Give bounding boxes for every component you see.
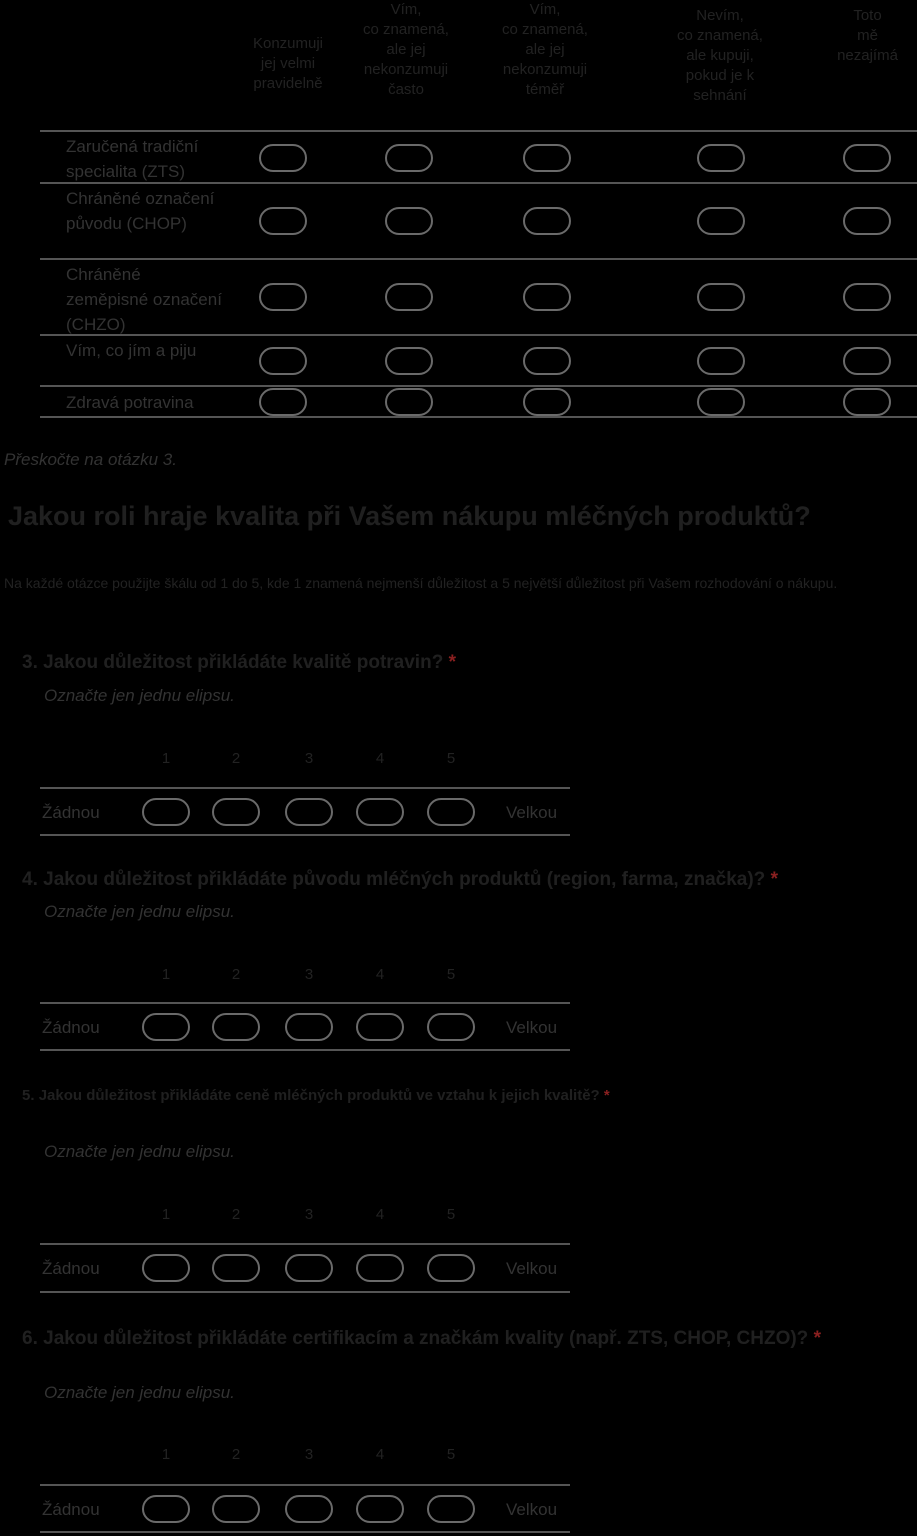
- radio-ellipse[interactable]: [285, 1495, 333, 1523]
- question-title: 3. Jakou důležitost přikládáte kvalitě potravin? *: [22, 652, 456, 673]
- scale-number: 3: [304, 1206, 314, 1223]
- question-hint: Označte jen jednu elipsu.: [44, 1383, 235, 1402]
- required-asterisk: *: [770, 869, 778, 890]
- row-label: Zdravá potravina: [66, 393, 194, 412]
- scale-number: 2: [231, 1206, 241, 1223]
- required-asterisk: *: [603, 1087, 610, 1104]
- divider: [40, 1049, 570, 1051]
- radio-ellipse[interactable]: [697, 347, 745, 375]
- radio-ellipse[interactable]: [385, 283, 433, 311]
- radio-ellipse[interactable]: [142, 1495, 190, 1523]
- radio-ellipse[interactable]: [523, 144, 571, 172]
- radio-ellipse[interactable]: [427, 1013, 475, 1041]
- question-hint: Označte jen jednu elipsu.: [44, 1142, 235, 1161]
- scale-high-label: Velkou: [506, 803, 558, 822]
- scale-number: 4: [375, 1206, 385, 1223]
- divider: [40, 334, 917, 336]
- required-asterisk: *: [813, 1328, 821, 1349]
- scale-number: 3: [304, 1446, 314, 1463]
- skip-note: Přeskočte na otázku 3.: [4, 450, 177, 469]
- radio-ellipse[interactable]: [385, 347, 433, 375]
- scale-low-label: Žádnou: [42, 1500, 100, 1519]
- radio-ellipse[interactable]: [385, 207, 433, 235]
- radio-ellipse[interactable]: [259, 347, 307, 375]
- radio-ellipse[interactable]: [843, 283, 891, 311]
- scale-number: 3: [304, 750, 314, 767]
- scale-number: 2: [231, 750, 241, 767]
- radio-ellipse[interactable]: [523, 388, 571, 416]
- scale-high-label: Velkou: [506, 1018, 558, 1037]
- scale-number: 5: [446, 966, 456, 983]
- section-title: Jakou roli hraje kvalita při Vašem nákupu mléčných produktů?: [8, 501, 811, 531]
- radio-ellipse[interactable]: [697, 283, 745, 311]
- radio-ellipse[interactable]: [427, 1254, 475, 1282]
- divider: [40, 1531, 570, 1533]
- scale-number: 5: [446, 1446, 456, 1463]
- scale-number: 4: [375, 966, 385, 983]
- divider: [40, 787, 570, 789]
- question-title: 6. Jakou důležitost přikládáte certifikacím a značkám kvality (např. ZTS, CHOP, CHZO)? *: [22, 1328, 821, 1349]
- scale-number: 1: [161, 966, 171, 983]
- radio-ellipse[interactable]: [285, 1013, 333, 1041]
- scale-low-label: Žádnou: [42, 1259, 100, 1278]
- scale-high-label: Velkou: [506, 1500, 558, 1519]
- radio-ellipse[interactable]: [356, 1254, 404, 1282]
- radio-ellipse[interactable]: [427, 1495, 475, 1523]
- question-hint: Označte jen jednu elipsu.: [44, 686, 235, 705]
- column-header: Konzumuji jej velmi pravidelně: [252, 35, 324, 92]
- radio-ellipse[interactable]: [385, 144, 433, 172]
- required-asterisk: *: [448, 652, 456, 673]
- scale-number: 5: [446, 750, 456, 767]
- scale-high-label: Velkou: [506, 1259, 558, 1278]
- scale-number: 5: [446, 1206, 456, 1223]
- radio-ellipse[interactable]: [843, 347, 891, 375]
- divider: [40, 130, 917, 132]
- radio-ellipse[interactable]: [843, 388, 891, 416]
- radio-ellipse[interactable]: [212, 798, 260, 826]
- column-header: Nevím, co znamená, ale kupuji, pokud je k sehnání: [677, 7, 763, 104]
- scale-number: 1: [161, 750, 171, 767]
- row-label: Zaručená tradiční specialita (ZTS): [66, 137, 199, 181]
- radio-ellipse[interactable]: [697, 144, 745, 172]
- radio-ellipse[interactable]: [427, 798, 475, 826]
- scale-number: 1: [161, 1446, 171, 1463]
- radio-ellipse[interactable]: [523, 347, 571, 375]
- radio-ellipse[interactable]: [523, 283, 571, 311]
- radio-ellipse[interactable]: [142, 798, 190, 826]
- scale-number: 3: [304, 966, 314, 983]
- scale-low-label: Žádnou: [42, 803, 100, 822]
- radio-ellipse[interactable]: [259, 144, 307, 172]
- radio-ellipse[interactable]: [697, 207, 745, 235]
- radio-ellipse[interactable]: [843, 207, 891, 235]
- divider: [40, 258, 917, 260]
- divider: [40, 834, 570, 836]
- column-header: Vím, co znamená, ale jej nekonzumuji téměř: [502, 1, 588, 98]
- scale-number: 1: [161, 1206, 171, 1223]
- divider: [40, 1291, 570, 1293]
- radio-ellipse[interactable]: [285, 798, 333, 826]
- radio-ellipse[interactable]: [212, 1013, 260, 1041]
- radio-ellipse[interactable]: [385, 388, 433, 416]
- radio-ellipse[interactable]: [259, 283, 307, 311]
- radio-ellipse[interactable]: [285, 1254, 333, 1282]
- radio-ellipse[interactable]: [356, 1495, 404, 1523]
- section-description: Na každé otázce použijte škálu od 1 do 5, kde 1 znamená nejmenší důležitost a 5 největší důležitost při Vašem rozhodování o nákupu.: [4, 575, 838, 591]
- column-header: Vím, co znamená, ale jej nekonzumuji často: [363, 1, 449, 98]
- radio-ellipse[interactable]: [212, 1495, 260, 1523]
- scale-number: 4: [375, 1446, 385, 1463]
- question-hint: Označte jen jednu elipsu.: [44, 902, 235, 921]
- column-header: Toto mě nezajímá: [837, 7, 898, 64]
- radio-ellipse[interactable]: [259, 207, 307, 235]
- row-label: Chráněné zeměpisné označení (CHZO): [66, 265, 222, 334]
- divider: [40, 1484, 570, 1486]
- radio-ellipse[interactable]: [356, 1013, 404, 1041]
- divider: [40, 416, 917, 418]
- radio-ellipse[interactable]: [523, 207, 571, 235]
- radio-ellipse[interactable]: [843, 144, 891, 172]
- radio-ellipse[interactable]: [356, 798, 404, 826]
- divider: [40, 182, 917, 184]
- radio-ellipse[interactable]: [142, 1254, 190, 1282]
- radio-ellipse[interactable]: [212, 1254, 260, 1282]
- radio-ellipse[interactable]: [259, 388, 307, 416]
- row-label: Chráněné označení původu (CHOP): [66, 189, 215, 233]
- scale-low-label: Žádnou: [42, 1018, 100, 1037]
- question-title: 5. Jakou důležitost přikládáte ceně mléčných produktů ve vztahu k jejich kvalitě? *: [22, 1087, 610, 1104]
- divider: [40, 385, 917, 387]
- divider: [40, 1002, 570, 1004]
- divider: [40, 1243, 570, 1245]
- radio-ellipse[interactable]: [142, 1013, 190, 1041]
- scale-number: 2: [231, 966, 241, 983]
- radio-ellipse[interactable]: [697, 388, 745, 416]
- scale-number: 4: [375, 750, 385, 767]
- row-label: Vím, co jím a piju: [66, 341, 197, 360]
- question-title: 4. Jakou důležitost přikládáte původu mléčných produktů (region, farma, značka)? *: [22, 869, 778, 890]
- scale-number: 2: [231, 1446, 241, 1463]
